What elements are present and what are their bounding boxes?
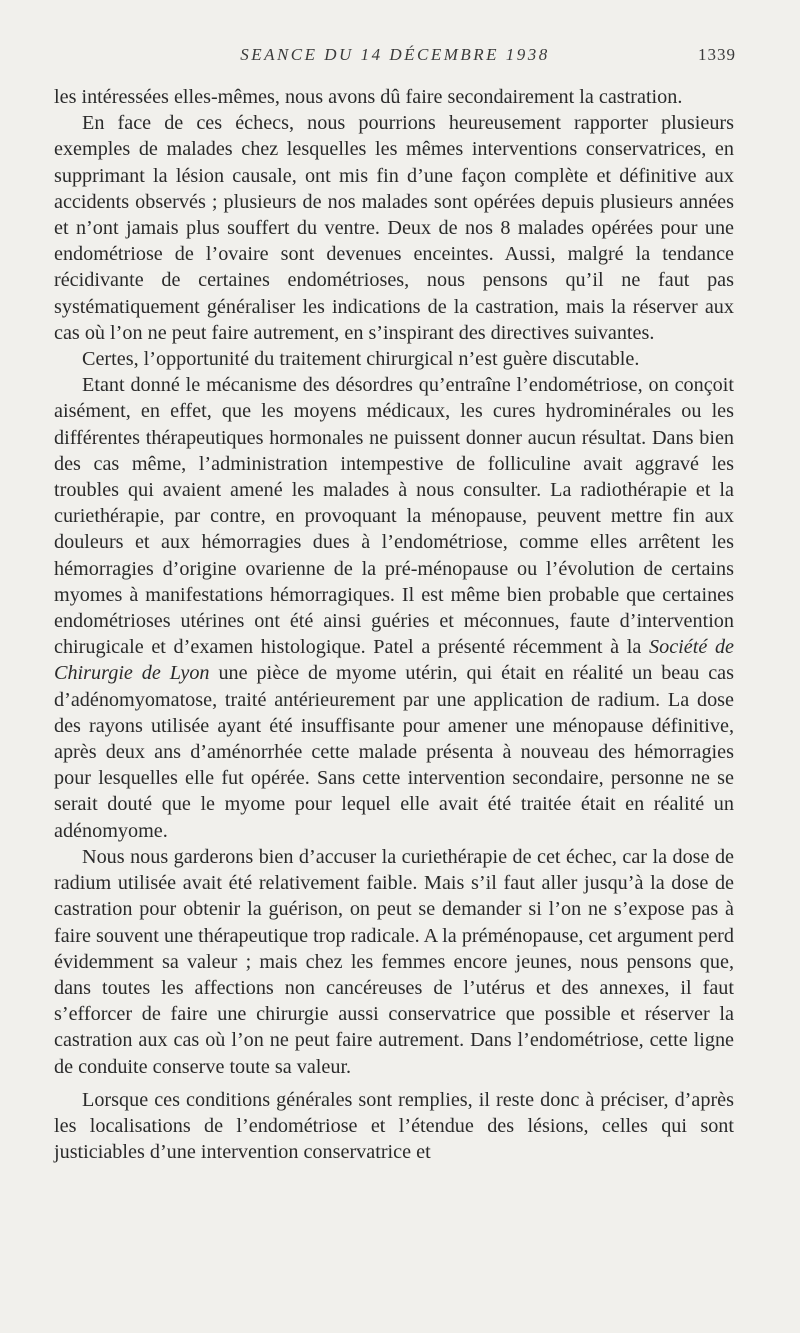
paragraph-4-text-b: une pièce de myome utérin, qui était en réalité un beau cas d’adénomyomatose, traité antérieurement par une application de radium. La dose des rayons utilisée ayant été insuffisante pour amener une ménopause définitive, après deux ans d’aménorrhée cette malade présenta à nouveau des hémorragies pour lesquelles elle fut opérée. Sans cette intervention secondaire, personne ne se serait douté que le myome pour lequel elle avait été traitée était en réalité un adénomyome. <box>54 662 734 842</box>
paragraph-4-text-a: Etant donné le mécanisme des désordres qu’entraîne l’endométriose, on conçoit aisément, en effet, que les moyens médicaux, les cures hydrominérales ou les différentes thérapeutiques hormonales ne puissent donner aucun résultat. Dans bien des cas même, l’administration intempestive de folliculine avait aggravé les troubles qui avaient amené les malades à nous consulter. La radiothérapie et la curiethérapie, par contre, en provoquant la ménopause, peuvent mettre fin aux douleurs et aux hémorragies dues à l’endométriose, comme elles arrêtent les hémorragies d’origine ovarienne de la pré-ménopause ou l’évolution de certains myomes à manifestations hémorragiques. Il est même bien probable que certaines endométrioses utérines ont été ainsi guéries et méconnues, faute d’intervention chirugicale et d’examen histologique. Patel a présenté récemment à la <box>54 374 734 659</box>
paragraph-5: Nous nous garderons bien d’accuser la curiethérapie de cet échec, car la dose de radium utilisée avait été relativement faible. Mais s’il faut aller jusqu’à la dose de castration pour obtenir la guérison, on peut se demander si l’on ne s’expose pas à faire souvent une thérapeutique trop radicale. A la préménopause, cet argument perd évidemment sa valeur ; mais chez les femmes encore jeunes, nous pensons que, dans toutes les affections non cancéreuses de l’utérus et des annexes, il faut s’efforcer de faire une chirurgie aussi conservatrice que possible et réserver la castration aux cas où l’on ne peut faire autrement. Dans l’endométriose, cette ligne de conduite conserve toute sa valeur. <box>54 845 734 1078</box>
society-name: Société de Chirurgie de Lyon <box>54 636 735 685</box>
paragraph-3: Certes, l’opportunité du traitement chirurgical n’est guère discutable. <box>82 348 640 371</box>
running-title: SEANCE DU 14 DÉCEMBRE 1938 <box>240 45 550 64</box>
page-number: 1339 <box>698 45 736 64</box>
text-body <box>54 84 734 1165</box>
paragraph-2: En face de ces échecs, nous pourrions heureusement rapporter plusieurs exemples de malades chez lesquelles les mêmes interventions conservatrices, en supprimant la lésion causale, ont mis fin d’une façon complète et définitive aux accidents observés ; plusieurs de nos malades sont opérées depuis plusieurs années et n’ont jamais plus souffert du ventre. Deux de nos 8 malades opérées pour une endométriose de l’ovaire sont devenues enceintes. Aussi, malgré la tendance récidivante de certaines endométrioses, nous pensons qu’il ne faut pas systématiquement généraliser les indications de la castration, mais la réserver aux cas où l’on ne peut faire autrement, en s’inspirant des directives suivantes. <box>54 112 734 344</box>
paragraph-1: les intéressées elles-mêmes, nous avons dû faire secondairement la castration. <box>54 86 683 108</box>
paragraph-4 <box>54 372 734 844</box>
running-head <box>54 45 736 69</box>
paragraph-6: Lorsque ces conditions générales sont remplies, il reste donc à préciser, d’après les localisations de l’endométriose et l’étendue des lésions, celles qui sont justiciables d’une intervention conservatrice et <box>54 1088 734 1164</box>
